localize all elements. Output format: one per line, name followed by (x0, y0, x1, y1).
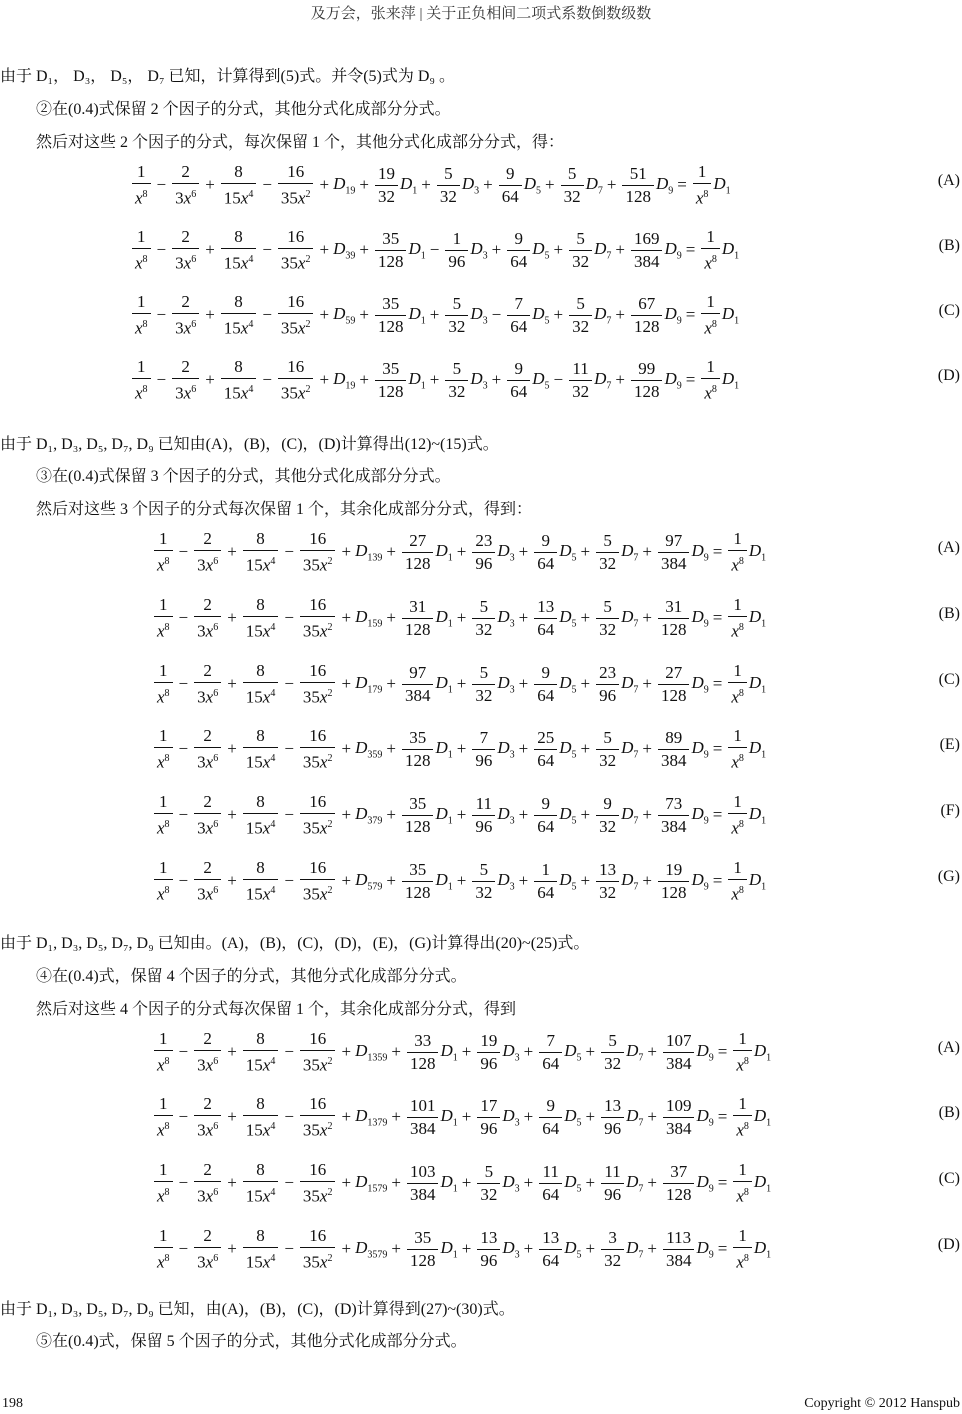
equation-label: (A) (937, 172, 960, 189)
paragraph-7: 由于 D₁, D₃, D₅, D₇, D₉ 已知由。(A)，(B)，(C)，(D)，(E)，(G)计算得出(20)~(25)式。 (0, 935, 590, 952)
coef-d1: $\frac{35}{128}$ (402, 794, 434, 837)
equation-label: (C) (938, 302, 960, 319)
coef-d3: $\frac{5}{32}$ (472, 860, 495, 903)
frac-3x6: $\frac{2}{3x^6}$ (194, 1226, 221, 1273)
coef-d5: $\frac{25}{64}$ (534, 728, 557, 771)
coef-d9: $\frac{109}{384}$ (663, 1096, 695, 1139)
coef-d5: $\frac{9}{64}$ (499, 164, 522, 207)
paragraph-11: ⑤在(0.4)式，保留 5 个因子的分式，其他分式化成部分分式。 (36, 1333, 467, 1350)
coef-d7: $\frac{5}{32}$ (596, 728, 619, 771)
equation-group2-5: 1 $x^8$ − $\frac{2}{3x^6}$ + $\frac{8}{15x^4}$ − $\frac{16}{35x^2}$ + $D_{379}$ + $\frac{35}{128}$ $D_1$ + $\frac{11}{96}$ $D_3$ + $\frac{9}{64}$ $D_5$ + $\frac{9}{32}$ $D_7$ + $\frac{73}{384}$ $D_9$ = $\frac{1}{x^8}$ $D_1$ (F) (0, 785, 962, 845)
paragraph-3: 然后对这些 2 个因子的分式，每次保留 1 个，其他分式化成部分分式，得： (36, 134, 565, 151)
frac-15x4: $\frac{8}{15x^4}$ (243, 1029, 279, 1076)
frac-35x2: $\frac{16}{35x^2}$ (278, 357, 314, 404)
coef-d1: $\frac{31}{128}$ (402, 597, 434, 640)
equation-group2-2: 1 $x^8$ − $\frac{2}{3x^6}$ + $\frac{8}{15x^4}$ − $\frac{16}{35x^2}$ + $D_{159}$ + $\frac{31}{128}$ $D_1$ + $\frac{5}{32}$ $D_3$ + $\frac{13}{64}$ $D_5$ + $\frac{5}{32}$ $D_7$ + $\frac{31}{128}$ $D_9$ = $\frac{1}{x^8}$ $D_1$ (B) (0, 588, 962, 648)
frac-35x2: $\frac{16}{35x^2}$ (278, 227, 314, 274)
copyright: Copyright © 2012 Hanspub (804, 1396, 960, 1411)
paragraph-5: ③在(0.4)式保留 3 个因子的分式，其他分式化成部分分式。 (36, 468, 451, 485)
coef-d7: $\frac{23}{96}$ (596, 663, 619, 706)
coef-d3: $\frac{11}{96}$ (472, 794, 495, 837)
coef-d7: $\frac{5}{32}$ (596, 597, 619, 640)
coef-d7: $\frac{13}{32}$ (596, 860, 619, 903)
coef-d9: $\frac{113}{384}$ (663, 1228, 695, 1271)
coef-d7: $\frac{3}{32}$ (601, 1228, 624, 1271)
coef-d1: $\frac{101}{384}$ (407, 1096, 439, 1139)
coef-d9: $\frac{97}{384}$ (658, 531, 690, 574)
frac-x8: 1 $x^8$ (154, 858, 173, 905)
coef-d3: $\frac{5}{32}$ (472, 597, 495, 640)
coef-d7: $\frac{11}{32}$ (569, 359, 592, 402)
coef-d7: $\frac{13}{96}$ (601, 1096, 624, 1139)
frac-rhs: $\frac{1}{x^8}$ (728, 792, 747, 839)
frac-35x2: $\frac{16}{35x^2}$ (300, 1094, 336, 1141)
frac-15x4: $\frac{8}{15x^4}$ (243, 661, 279, 708)
frac-rhs: $\frac{1}{x^8}$ (728, 595, 747, 642)
coef-d7: $\frac{5}{32}$ (561, 164, 584, 207)
d-term: $D_{379}$ (355, 803, 383, 827)
frac-35x2: $\frac{16}{35x^2}$ (300, 1226, 336, 1273)
coef-d3: $\frac{5}{32}$ (472, 663, 495, 706)
frac-x8: 1 $x^8$ (132, 357, 151, 404)
d-term: $D_{19}$ (333, 368, 356, 392)
frac-15x4: $\frac{8}{15x^4}$ (221, 162, 257, 209)
equation-group2-1: 1 $x^8$ − $\frac{2}{3x^6}$ + $\frac{8}{15x^4}$ − $\frac{16}{35x^2}$ + $D_{139}$ + $\frac{27}{128}$ $D_1$ + $\frac{23}{96}$ $D_3$ + $\frac{9}{64}$ $D_5$ + $\frac{5}{32}$ $D_7$ + $\frac{97}{384}$ $D_9$ = $\frac{1}{x^8}$ $D_1$ (A) (0, 522, 962, 582)
frac-35x2: $\frac{16}{35x^2}$ (300, 1029, 336, 1076)
coef-d9: $\frac{169}{384}$ (631, 229, 663, 272)
equation-label: (F) (940, 802, 960, 819)
coef-d3: $\frac{23}{96}$ (472, 531, 495, 574)
frac-15x4: $\frac{8}{15x^4}$ (243, 529, 279, 576)
coef-d1: $\frac{97}{384}$ (402, 663, 434, 706)
equation-group2-4: 1 $x^8$ − $\frac{2}{3x^6}$ + $\frac{8}{15x^4}$ − $\frac{16}{35x^2}$ + $D_{359}$ + $\frac{35}{128}$ $D_1$ + $\frac{7}{96}$ $D_3$ + $\frac{25}{64}$ $D_5$ + $\frac{5}{32}$ $D_7$ + $\frac{89}{384}$ $D_9$ = $\frac{1}{x^8}$ $D_1$ (E) (0, 719, 962, 779)
equation-label: (C) (938, 1170, 960, 1187)
frac-15x4: $\frac{8}{15x^4}$ (243, 726, 279, 773)
coef-d3: $\frac{7}{96}$ (472, 728, 495, 771)
d-term: $D_{1359}$ (355, 1040, 388, 1064)
frac-x8: 1 $x^8$ (132, 162, 151, 209)
coef-d1: $\frac{35}{128}$ (375, 229, 407, 272)
frac-3x6: $\frac{2}{3x^6}$ (194, 595, 221, 642)
frac-35x2: $\frac{16}{35x^2}$ (300, 726, 336, 773)
coef-d9: $\frac{27}{128}$ (658, 663, 690, 706)
coef-d1: $\frac{19}{32}$ (375, 164, 398, 207)
frac-rhs: $\frac{1}{x^8}$ (728, 529, 747, 576)
running-header: 及万会，张来萍 | 关于正负相间二项式系数倒数级数 (310, 6, 652, 22)
coef-d9: $\frac{31}{128}$ (658, 597, 690, 640)
coef-d7: $\frac{5}{32}$ (596, 531, 619, 574)
d-term: $D_{159}$ (355, 606, 383, 630)
d-term: $D_{39}$ (333, 238, 356, 262)
coef-d5: $\frac{9}{64}$ (539, 1096, 562, 1139)
coef-d5: $\frac{13}{64}$ (539, 1228, 562, 1271)
paragraph-4: 由于 D₁, D₃, D₅, D₇, D₉ 已知由(A)，(B)，(C)，(D)计算得出(12)~(15)式。 (0, 436, 499, 453)
equation-group1-2: 1 $x^8$ − $\frac{2}{3x^6}$ + $\frac{8}{15x^4}$ − $\frac{16}{35x^2}$ + $D_{39}$ + $\frac{35}{128}$ $D_1$ − $\frac{1}{96}$ $D_3$ + $\frac{9}{64}$ $D_5$ + $\frac{5}{32}$ $D_7$ + $\frac{169}{384}$ $D_9$ = $\frac{1}{x^8}$ $D_1$ (B) (0, 220, 962, 280)
equation-group2-6: 1 $x^8$ − $\frac{2}{3x^6}$ + $\frac{8}{15x^4}$ − $\frac{16}{35x^2}$ + $D_{579}$ + $\frac{35}{128}$ $D_1$ + $\frac{5}{32}$ $D_3$ + $\frac{1}{64}$ $D_5$ + $\frac{13}{32}$ $D_7$ + $\frac{19}{128}$ $D_9$ = $\frac{1}{x^8}$ $D_1$ (G) (0, 851, 962, 911)
coef-d1: $\frac{35}{128}$ (407, 1228, 439, 1271)
frac-rhs: $\frac{1}{x^8}$ (728, 726, 747, 773)
d-term: $D_{139}$ (355, 540, 383, 564)
coef-d7: $\frac{5}{32}$ (601, 1031, 624, 1074)
frac-3x6: $\frac{2}{3x^6}$ (194, 1160, 221, 1207)
d-term: $D_{359}$ (355, 737, 383, 761)
coef-d3: $\frac{19}{96}$ (477, 1031, 500, 1074)
coef-d1: $\frac{35}{128}$ (375, 294, 407, 337)
coef-d3: $\frac{5}{32}$ (437, 164, 460, 207)
equation-label: (C) (938, 671, 960, 688)
coef-d1: $\frac{35}{128}$ (375, 359, 407, 402)
frac-3x6: $\frac{2}{3x^6}$ (194, 1029, 221, 1076)
frac-15x4: $\frac{8}{15x^4}$ (243, 1160, 279, 1207)
coef-d1: $\frac{103}{384}$ (407, 1162, 439, 1205)
equation-label: (D) (937, 1236, 960, 1253)
paragraph-6: 然后对这些 3 个因子的分式每次保留 1 个，其余化成部分分式，得到： (36, 501, 533, 518)
coef-d3: $\frac{5}{32}$ (445, 294, 468, 337)
frac-15x4: $\frac{8}{15x^4}$ (243, 1094, 279, 1141)
frac-3x6: $\frac{2}{3x^6}$ (172, 357, 199, 404)
frac-3x6: $\frac{2}{3x^6}$ (194, 792, 221, 839)
frac-rhs: $\frac{1}{x^8}$ (728, 858, 747, 905)
frac-x8: 1 $x^8$ (154, 726, 173, 773)
equation-label: (B) (938, 237, 960, 254)
frac-35x2: $\frac{16}{35x^2}$ (300, 661, 336, 708)
frac-35x2: $\frac{16}{35x^2}$ (278, 292, 314, 339)
coef-d9: $\frac{51}{128}$ (622, 164, 654, 207)
frac-rhs: $\frac{1}{x^8}$ (733, 1160, 752, 1207)
frac-35x2: $\frac{16}{35x^2}$ (300, 1160, 336, 1207)
coef-d3: $\frac{5}{32}$ (477, 1162, 500, 1205)
page-number: 198 (2, 1396, 23, 1411)
equation-group2-3: 1 $x^8$ − $\frac{2}{3x^6}$ + $\frac{8}{15x^4}$ − $\frac{16}{35x^2}$ + $D_{179}$ + $\frac{97}{384}$ $D_1$ + $\frac{5}{32}$ $D_3$ + $\frac{9}{64}$ $D_5$ + $\frac{23}{96}$ $D_7$ + $\frac{27}{128}$ $D_9$ = $\frac{1}{x^8}$ $D_1$ (C) (0, 654, 962, 714)
frac-15x4: $\frac{8}{15x^4}$ (221, 357, 257, 404)
coef-d3: $\frac{5}{32}$ (445, 359, 468, 402)
equation-label: (G) (937, 868, 960, 885)
frac-15x4: $\frac{8}{15x^4}$ (243, 1226, 279, 1273)
frac-3x6: $\frac{2}{3x^6}$ (172, 227, 199, 274)
frac-15x4: $\frac{8}{15x^4}$ (243, 858, 279, 905)
frac-3x6: $\frac{2}{3x^6}$ (194, 529, 221, 576)
paragraph-8: ④在(0.4)式，保留 4 个因子的分式，其他分式化成部分分式。 (36, 968, 467, 985)
coef-d9: $\frac{67}{128}$ (631, 294, 663, 337)
equation-label: (B) (938, 1104, 960, 1121)
frac-3x6: $\frac{2}{3x^6}$ (172, 292, 199, 339)
coef-d3: $\frac{13}{96}$ (477, 1228, 500, 1271)
frac-15x4: $\frac{8}{15x^4}$ (221, 227, 257, 274)
coef-d1: $\frac{33}{128}$ (407, 1031, 439, 1074)
coef-d5: $\frac{9}{64}$ (534, 794, 557, 837)
coef-d5: $\frac{9}{64}$ (534, 663, 557, 706)
frac-x8: 1 $x^8$ (154, 1226, 173, 1273)
frac-x8: 1 $x^8$ (154, 792, 173, 839)
coef-d5: $\frac{7}{64}$ (507, 294, 530, 337)
frac-3x6: $\frac{2}{3x^6}$ (194, 661, 221, 708)
frac-15x4: $\frac{8}{15x^4}$ (221, 292, 257, 339)
coef-d9: $\frac{107}{384}$ (663, 1031, 695, 1074)
frac-3x6: $\frac{2}{3x^6}$ (194, 1094, 221, 1141)
frac-rhs: $\frac{1}{x^8}$ (701, 357, 720, 404)
frac-x8: 1 $x^8$ (132, 227, 151, 274)
d-term: $D_{179}$ (355, 672, 383, 696)
frac-rhs: $\frac{1}{x^8}$ (701, 292, 720, 339)
paragraph-10: 由于 D₁, D₃, D₅, D₇, D₉ 已知，由(A)，(B)，(C)，(D)计算得到(27)~(30)式。 (0, 1301, 515, 1318)
frac-x8: 1 $x^8$ (154, 1094, 173, 1141)
d-term: $D_{1379}$ (355, 1105, 388, 1129)
frac-x8: 1 $x^8$ (154, 529, 173, 576)
coef-d1: $\frac{35}{128}$ (402, 728, 434, 771)
coef-d7: $\frac{5}{32}$ (569, 229, 592, 272)
coef-d5: $\frac{9}{64}$ (507, 229, 530, 272)
equation-label: (A) (937, 539, 960, 556)
coef-d5: $\frac{11}{64}$ (539, 1162, 562, 1205)
equation-label: (D) (937, 367, 960, 384)
frac-3x6: $\frac{2}{3x^6}$ (172, 162, 199, 209)
frac-35x2: $\frac{16}{35x^2}$ (300, 595, 336, 642)
frac-35x2: $\frac{16}{35x^2}$ (300, 792, 336, 839)
paragraph-9: 然后对这些 4 个因子的分式每次保留 1 个，其余化成部分分式，得到 (36, 1001, 517, 1018)
frac-rhs: $\frac{1}{x^8}$ (728, 661, 747, 708)
coef-d7: $\frac{11}{96}$ (601, 1162, 624, 1205)
coef-d1: $\frac{35}{128}$ (402, 860, 434, 903)
coef-d3: $\frac{1}{96}$ (445, 229, 468, 272)
coef-d9: $\frac{89}{384}$ (658, 728, 690, 771)
frac-15x4: $\frac{8}{15x^4}$ (243, 595, 279, 642)
frac-x8: 1 $x^8$ (154, 661, 173, 708)
frac-rhs: $\frac{1}{x^8}$ (693, 162, 712, 209)
coef-d5: $\frac{9}{64}$ (534, 531, 557, 574)
d-term: $D_{579}$ (355, 869, 383, 893)
frac-35x2: $\frac{16}{35x^2}$ (278, 162, 314, 209)
frac-rhs: $\frac{1}{x^8}$ (733, 1226, 752, 1273)
equation-group1-3: 1 $x^8$ − $\frac{2}{3x^6}$ + $\frac{8}{15x^4}$ − $\frac{16}{35x^2}$ + $D_{59}$ + $\frac{35}{128}$ $D_1$ + $\frac{5}{32}$ $D_3$ − $\frac{7}{64}$ $D_5$ + $\frac{5}{32}$ $D_7$ + $\frac{67}{128}$ $D_9$ = $\frac{1}{x^8}$ $D_1$ (C) (0, 285, 962, 345)
coef-d3: $\frac{17}{96}$ (477, 1096, 500, 1139)
coef-d9: $\frac{73}{384}$ (658, 794, 690, 837)
coef-d5: $\frac{13}{64}$ (534, 597, 557, 640)
frac-x8: 1 $x^8$ (154, 595, 173, 642)
frac-rhs: $\frac{1}{x^8}$ (701, 227, 720, 274)
d-term: $D_{3579}$ (355, 1237, 388, 1261)
coef-d7: $\frac{9}{32}$ (596, 794, 619, 837)
paragraph-2: ②在(0.4)式保留 2 个因子的分式，其他分式化成部分分式。 (36, 101, 451, 118)
frac-rhs: $\frac{1}{x^8}$ (733, 1029, 752, 1076)
frac-rhs: $\frac{1}{x^8}$ (733, 1094, 752, 1141)
coef-d7: $\frac{5}{32}$ (569, 294, 592, 337)
equation-label: (E) (939, 736, 960, 753)
frac-15x4: $\frac{8}{15x^4}$ (243, 792, 279, 839)
equation-group3-2: 1 $x^8$ − $\frac{2}{3x^6}$ + $\frac{8}{15x^4}$ − $\frac{16}{35x^2}$ + $D_{1379}$ + $\frac{101}{384}$ $D_1$ + $\frac{17}{96}$ $D_3$ + $\frac{9}{64}$ $D_5$ + $\frac{13}{96}$ $D_7$ + $\frac{109}{384}$ $D_9$ = $\frac{1}{x^8}$ $D_1$ (B) (0, 1087, 962, 1147)
coef-d9: $\frac{19}{128}$ (658, 860, 690, 903)
equation-group1-4: 1 $x^8$ − $\frac{2}{3x^6}$ + $\frac{8}{15x^4}$ − $\frac{16}{35x^2}$ + $D_{19}$ + $\frac{35}{128}$ $D_1$ + $\frac{5}{32}$ $D_3$ + $\frac{9}{64}$ $D_5$ − $\frac{11}{32}$ $D_7$ + $\frac{99}{128}$ $D_9$ = $\frac{1}{x^8}$ $D_1$ (D) (0, 350, 962, 410)
equation-group3-3: 1 $x^8$ − $\frac{2}{3x^6}$ + $\frac{8}{15x^4}$ − $\frac{16}{35x^2}$ + $D_{1579}$ + $\frac{103}{384}$ $D_1$ + $\frac{5}{32}$ $D_3$ + $\frac{11}{64}$ $D_5$ + $\frac{11}{96}$ $D_7$ + $\frac{37}{128}$ $D_9$ = $\frac{1}{x^8}$ $D_1$ (C) (0, 1153, 962, 1213)
equation-group3-4: 1 $x^8$ − $\frac{2}{3x^6}$ + $\frac{8}{15x^4}$ − $\frac{16}{35x^2}$ + $D_{3579}$ + $\frac{35}{128}$ $D_1$ + $\frac{13}{96}$ $D_3$ + $\frac{13}{64}$ $D_5$ + $\frac{3}{32}$ $D_7$ + $\frac{113}{384}$ $D_9$ = $\frac{1}{x^8}$ $D_1$ (D) (0, 1219, 962, 1279)
coef-d1: $\frac{27}{128}$ (402, 531, 434, 574)
frac-3x6: $\frac{2}{3x^6}$ (194, 858, 221, 905)
frac-x8: 1 $x^8$ (154, 1160, 173, 1207)
frac-3x6: $\frac{2}{3x^6}$ (194, 726, 221, 773)
equation-label: (A) (937, 1039, 960, 1056)
equation-group3-1: 1 $x^8$ − $\frac{2}{3x^6}$ + $\frac{8}{15x^4}$ − $\frac{16}{35x^2}$ + $D_{1359}$ + $\frac{33}{128}$ $D_1$ + $\frac{19}{96}$ $D_3$ + $\frac{7}{64}$ $D_5$ + $\frac{5}{32}$ $D_7$ + $\frac{107}{384}$ $D_9$ = $\frac{1}{x^8}$ $D_1$ (A) (0, 1022, 962, 1082)
frac-x8: 1 $x^8$ (154, 1029, 173, 1076)
equation-group1-1: 1 $x^8$ − $\frac{2}{3x^6}$ + $\frac{8}{15x^4}$ − $\frac{16}{35x^2}$ + $D_{19}$ + $\frac{19}{32}$ $D_1$ + $\frac{5}{32}$ $D_3$ + $\frac{9}{64}$ $D_5$ + $\frac{5}{32}$ $D_7$ + $\frac{51}{128}$ $D_9$ = $\frac{1}{x^8}$ $D_1$ (A) (0, 155, 962, 215)
coef-d9: $\frac{37}{128}$ (663, 1162, 695, 1205)
frac-x8: 1 $x^8$ (132, 292, 151, 339)
coef-d5: $\frac{7}{64}$ (539, 1031, 562, 1074)
coef-d5: $\frac{1}{64}$ (534, 860, 557, 903)
d-term: $D_{59}$ (333, 303, 356, 327)
frac-35x2: $\frac{16}{35x^2}$ (300, 529, 336, 576)
equation-label: (B) (938, 605, 960, 622)
coef-d9: $\frac{99}{128}$ (631, 359, 663, 402)
paragraph-1: 由于 D₁， D₃， D₅， D₇ 已知，计算得到(5)式。并令(5)式为 D₉ 。 (0, 68, 455, 85)
frac-35x2: $\frac{16}{35x^2}$ (300, 858, 336, 905)
d-term: $D_{1579}$ (355, 1171, 388, 1195)
d-term: $D_{19}$ (333, 173, 356, 197)
coef-d5: $\frac{9}{64}$ (507, 359, 530, 402)
